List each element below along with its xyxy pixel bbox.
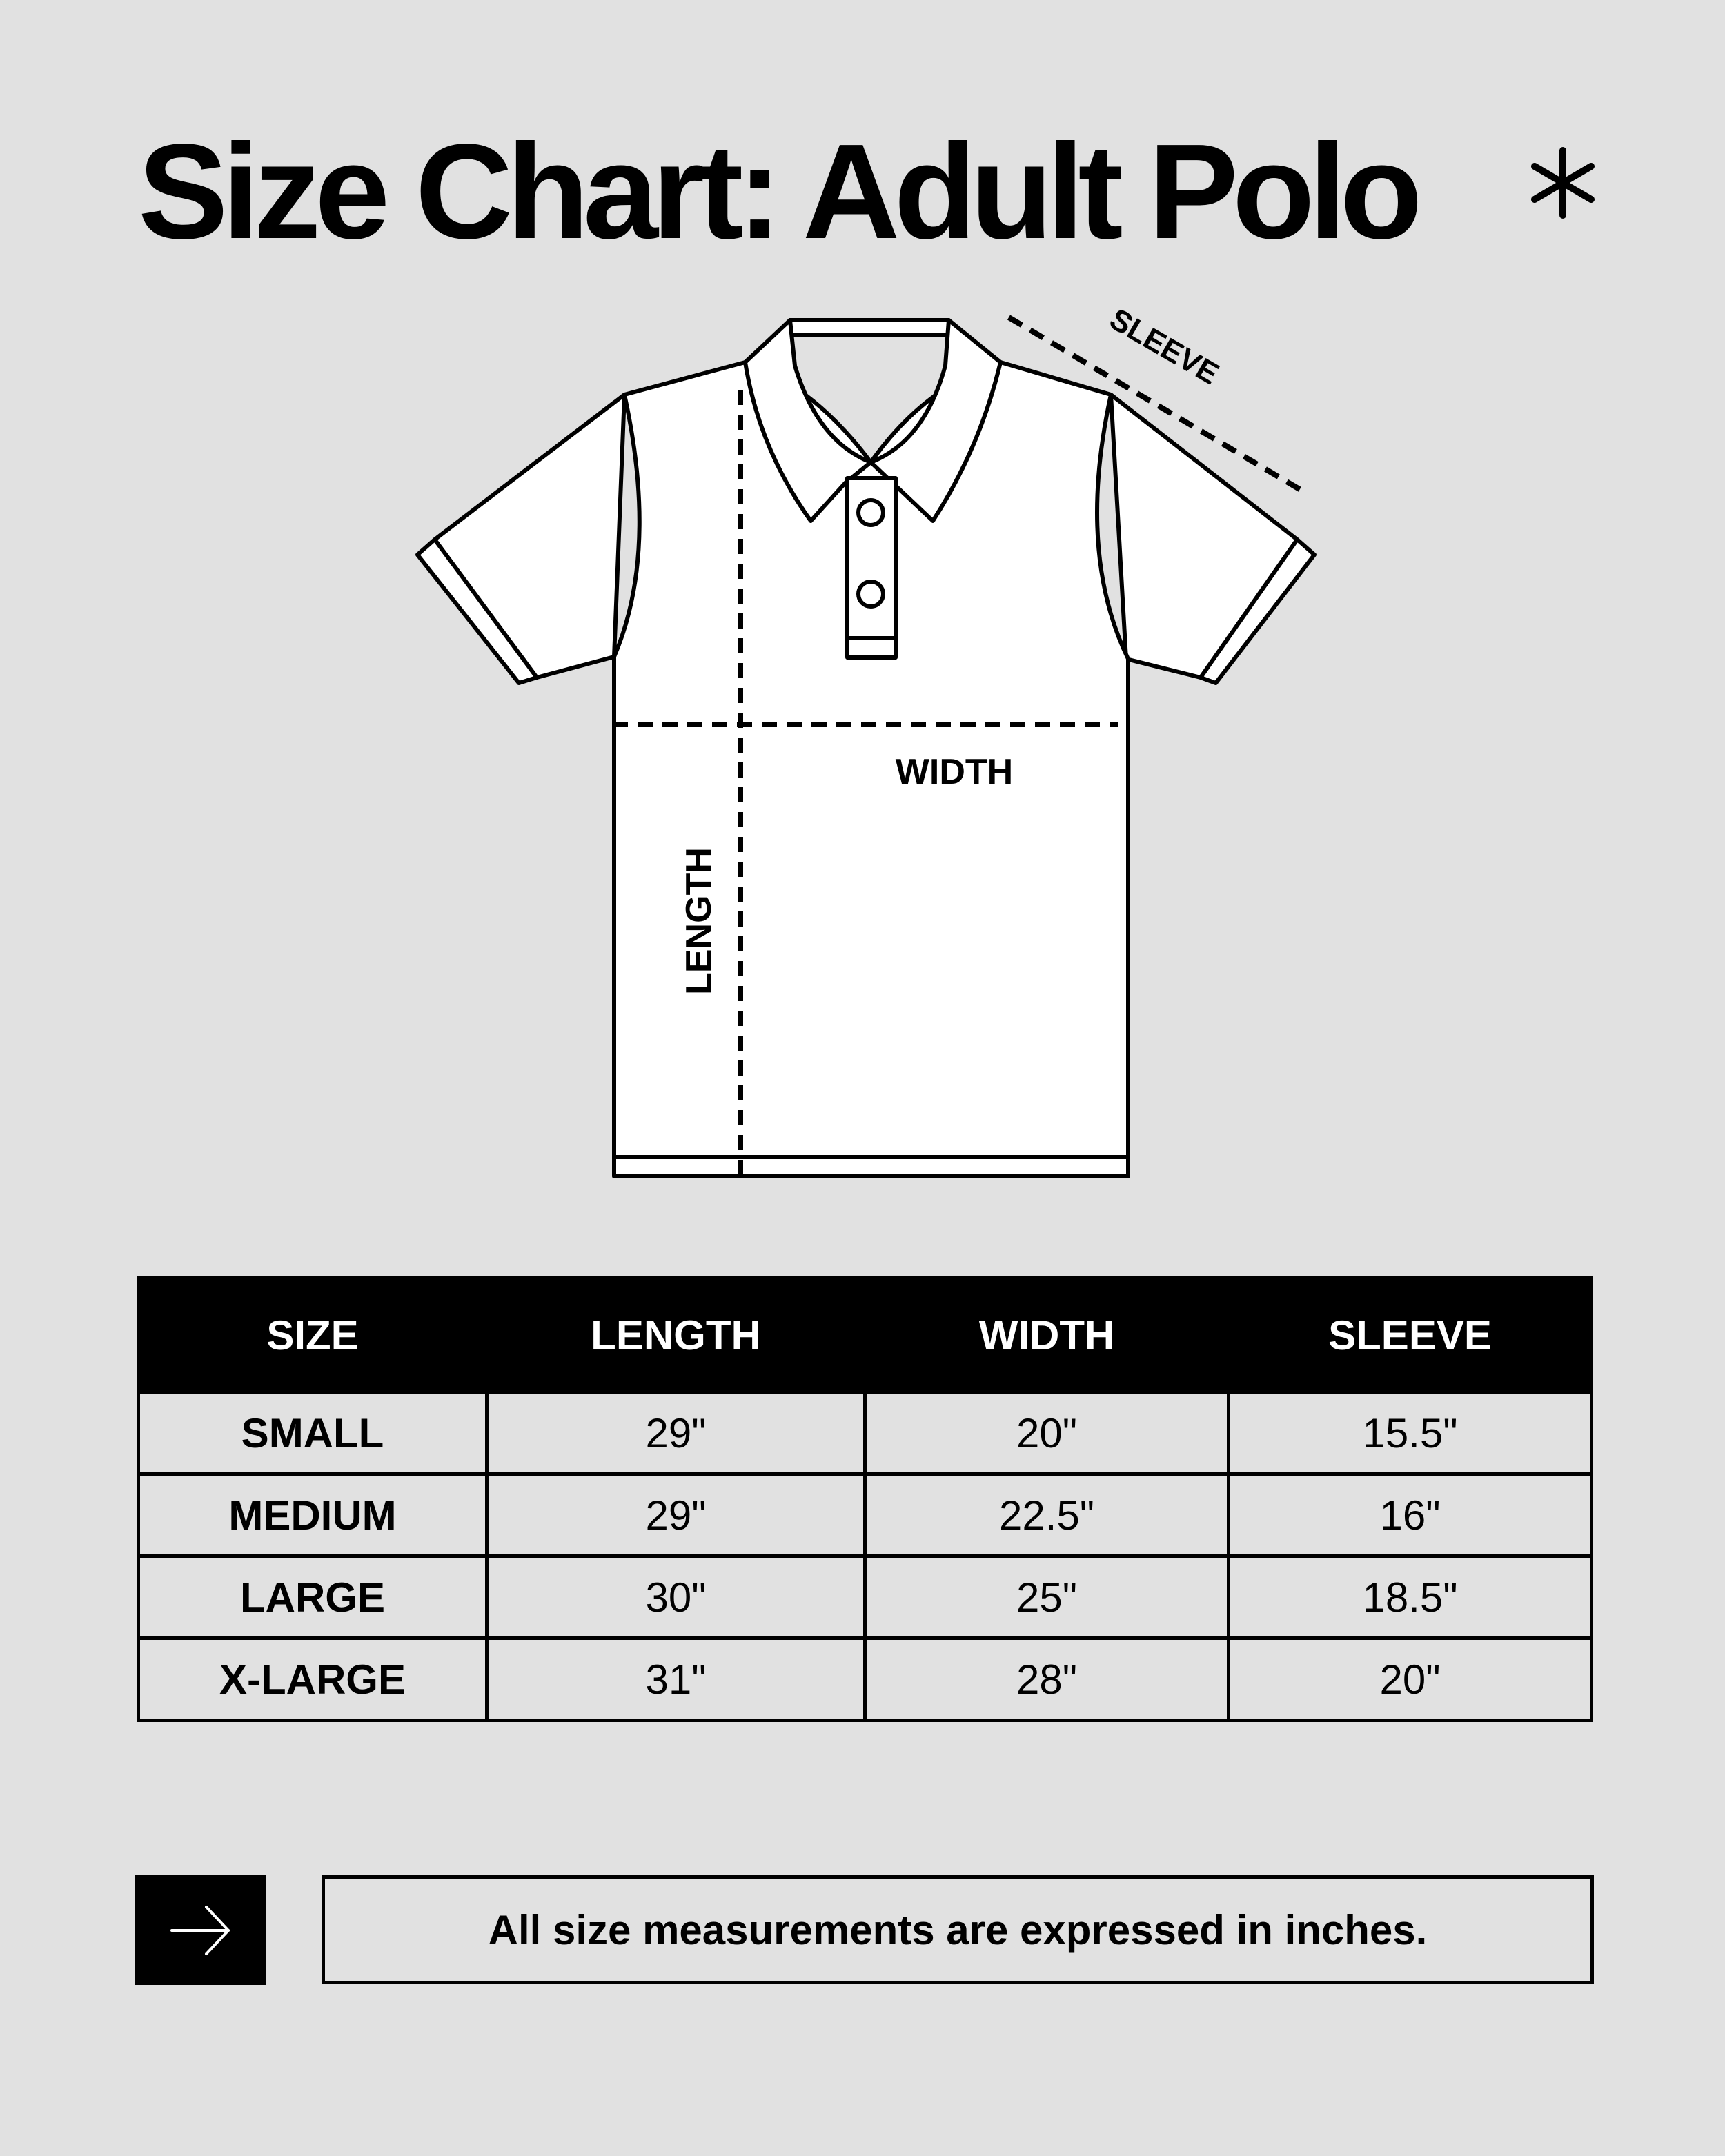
header-size: SIZE: [139, 1278, 487, 1392]
size-cell: X-LARGE: [139, 1639, 487, 1721]
size-table: [137, 1276, 1593, 1722]
width-cell: 22.5": [865, 1474, 1229, 1556]
sleeve-cell: 15.5": [1229, 1392, 1592, 1474]
header-length: LENGTH: [487, 1278, 865, 1392]
header-width: WIDTH: [865, 1278, 1229, 1392]
width-cell: 25": [865, 1556, 1229, 1639]
arrow-box: [135, 1875, 266, 1985]
table-header-row: [139, 1278, 1592, 1392]
sleeve-cell: 18.5": [1229, 1556, 1592, 1639]
sleeve-label: SLEEVE: [1103, 301, 1225, 392]
length-cell: 30": [487, 1556, 865, 1639]
length-label: LENGTH: [679, 847, 719, 995]
table-row: [139, 1639, 1592, 1721]
table-row: [139, 1474, 1592, 1556]
length-cell: 29": [487, 1474, 865, 1556]
length-cell: 29": [487, 1392, 865, 1474]
measurement-note: All size measurements are expressed in inches.: [322, 1875, 1594, 1984]
button: [858, 582, 883, 606]
button: [858, 500, 883, 525]
sleeve-cell: 16": [1229, 1474, 1592, 1556]
width-label: WIDTH: [895, 752, 1014, 792]
table-row: [139, 1392, 1592, 1474]
width-cell: 28": [865, 1639, 1229, 1721]
right-sleeve: [1111, 395, 1297, 678]
arrow-right-icon: [166, 1896, 235, 1965]
asterisk-icon: [1525, 145, 1601, 221]
left-sleeve: [435, 395, 624, 678]
table-row: [139, 1556, 1592, 1639]
header-sleeve: SLEEVE: [1229, 1278, 1592, 1392]
back-collar: [790, 320, 956, 335]
size-cell: SMALL: [139, 1392, 487, 1474]
size-cell: MEDIUM: [139, 1474, 487, 1556]
length-cell: 31": [487, 1639, 865, 1721]
size-cell: LARGE: [139, 1556, 487, 1639]
polo-shirt-diagram: [414, 290, 1339, 1187]
page-title: Size Chart: Adult Polo: [138, 116, 1417, 267]
width-cell: 20": [865, 1392, 1229, 1474]
sleeve-cell: 20": [1229, 1639, 1592, 1721]
